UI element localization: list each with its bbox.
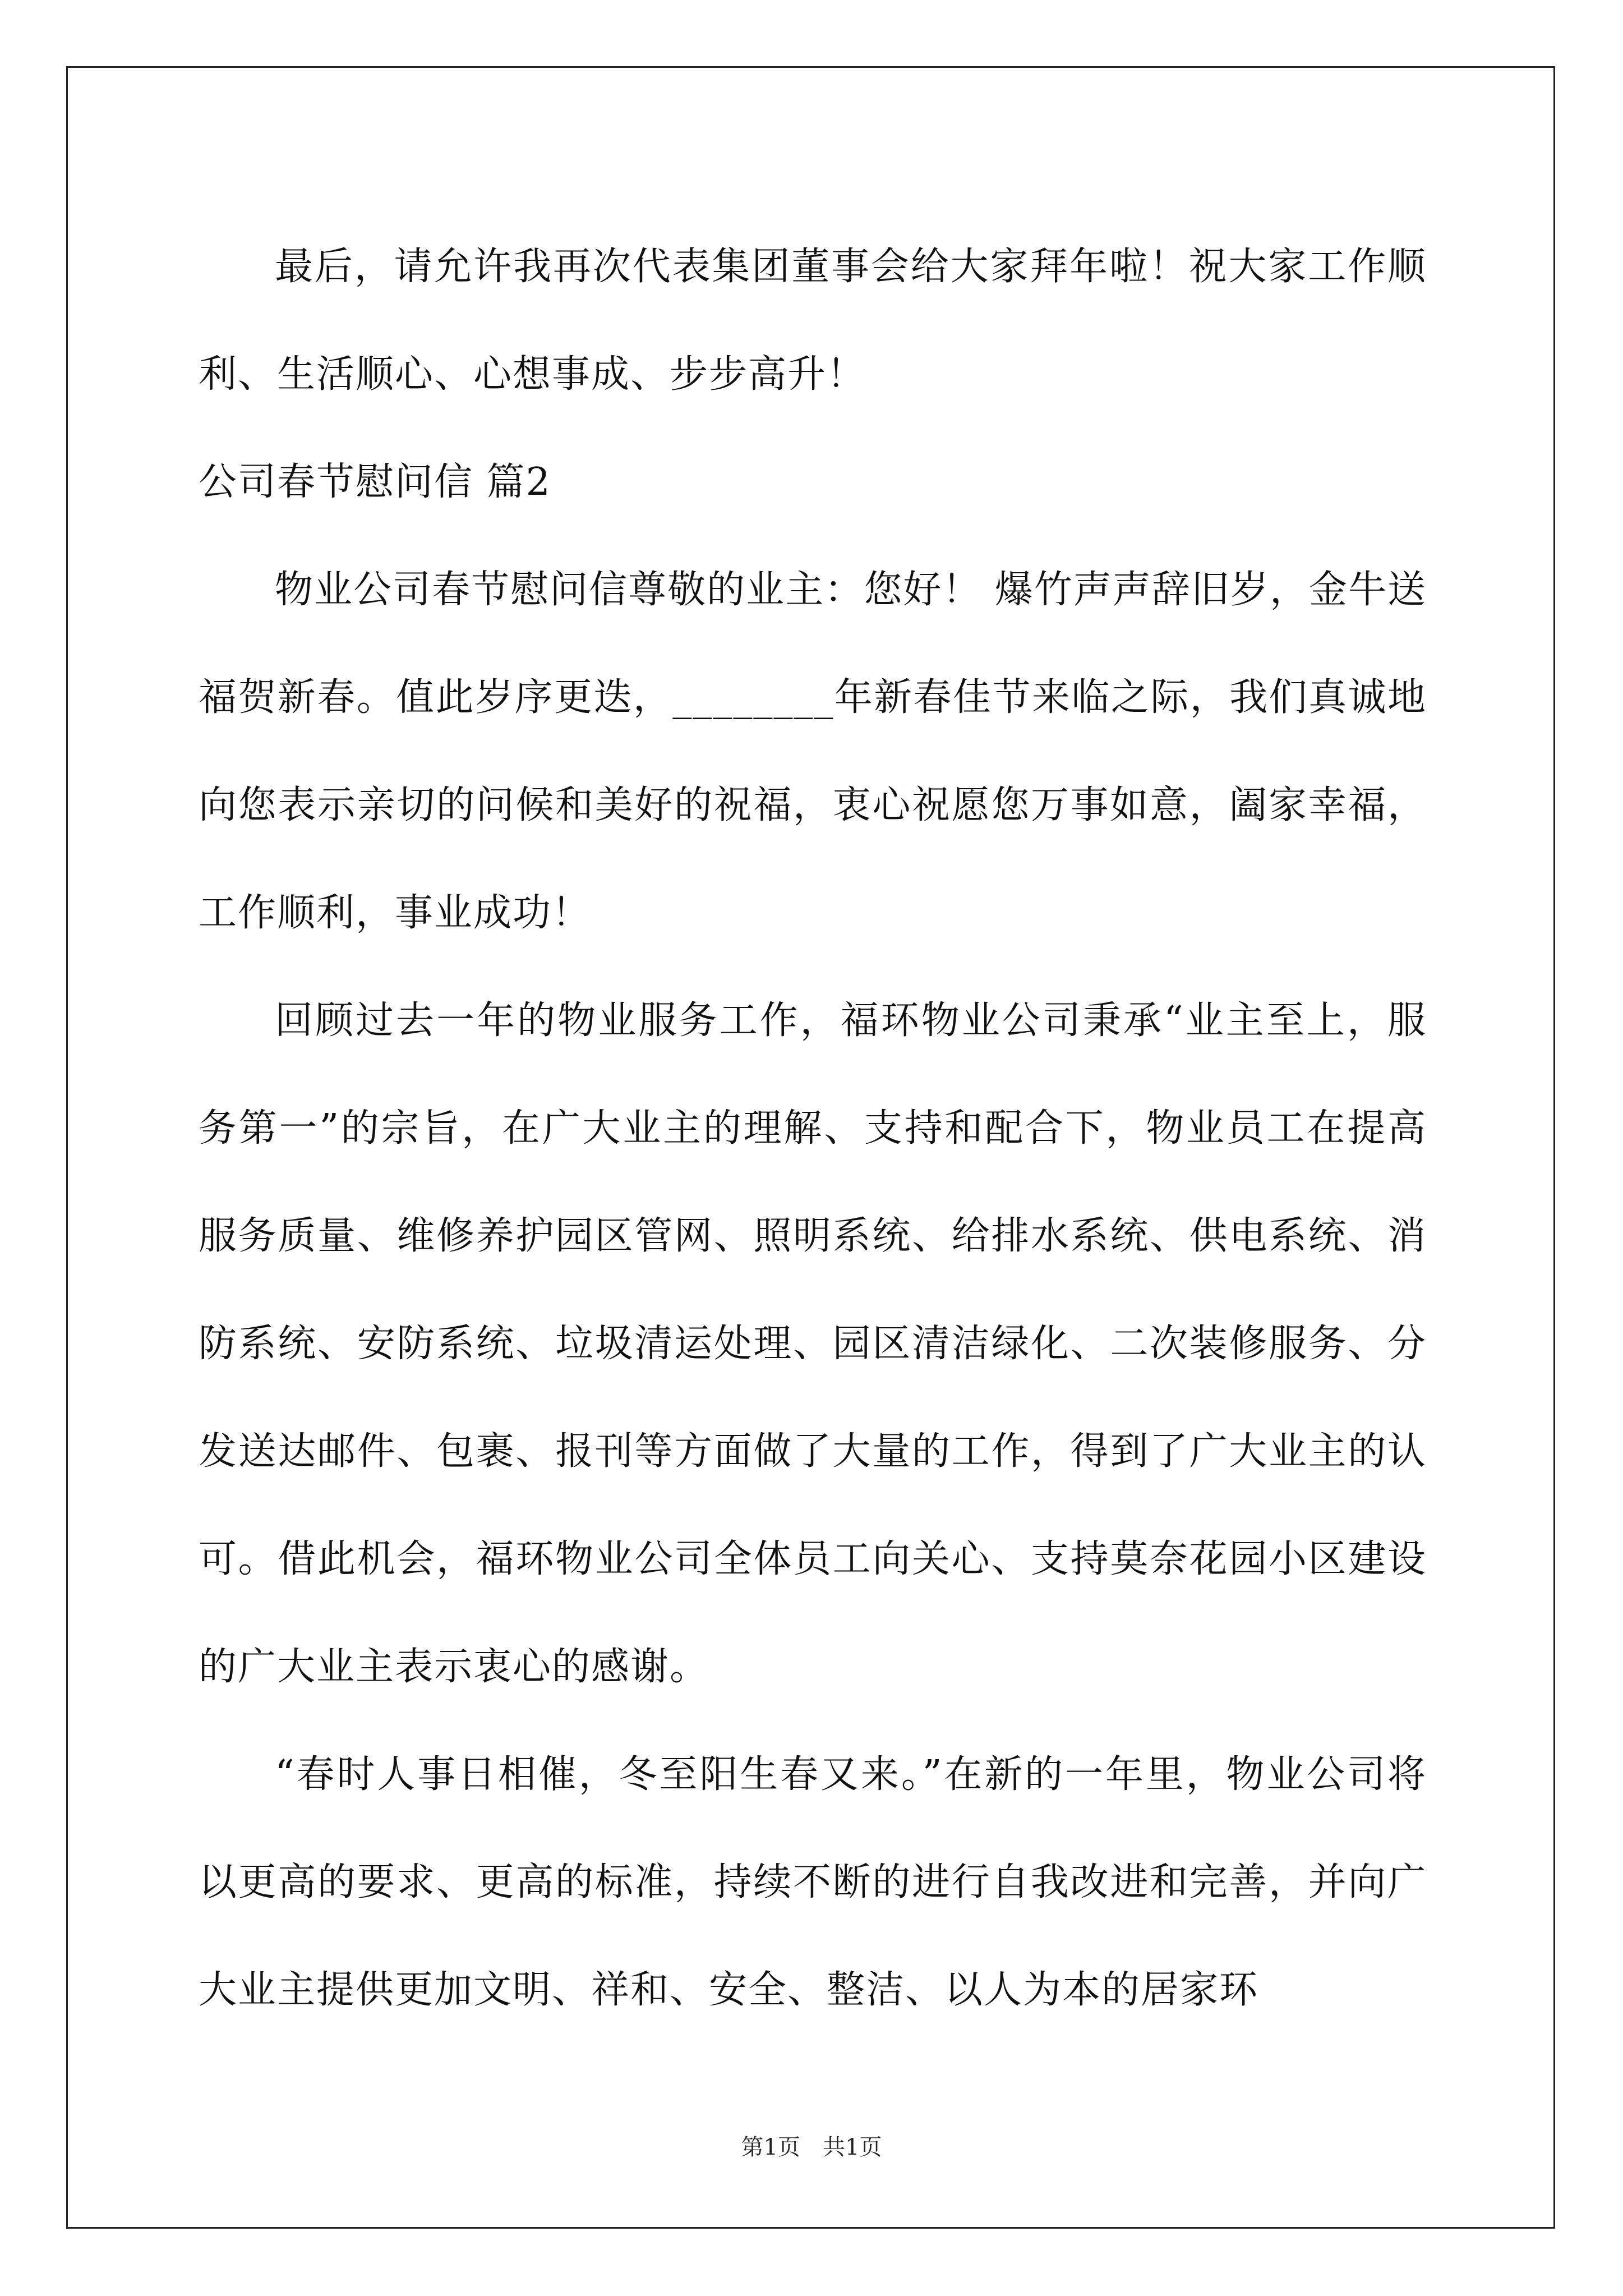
document-body bbox=[199, 213, 1427, 2044]
section-heading: 公司春节慰问信 篇2 bbox=[199, 460, 551, 504]
paragraph-greeting: 物业公司春节慰问信尊敬的业主：您好！ 爆竹声声辞旧岁，金牛送福贺新春。值此岁序更迭，________年新春佳节来临之际，我们真诚地向您表示亲切的问候和美好的祝福，衷心祝愿您万事如意，阖家幸福，工作顺利，事业成功！ bbox=[199, 568, 1427, 935]
paragraph-outlook: “春时人事日相催，冬至阳生春又来。”在新的一年里，物业公司将以更高的要求、更高的标准，持续不断的进行自我改进和完善，并向广大业主提供更加文明、祥和、安全、整洁、以人为本的居家环 bbox=[199, 1752, 1427, 2012]
paragraph-closing: 最后，请允许我再次代表集团董事会给大家拜年啦！祝大家工作顺利、生活顺心、心想事成、步步高升！ bbox=[199, 245, 1427, 397]
paragraph-review: 回顾过去一年的物业服务工作，福环物业公司秉承“业主至上，服务第一”的宗旨，在广大业主的理解、支持和配合下，物业员工在提高服务质量、维修养护园区管网、照明系统、给排水系统、供电系统、消防系统、安防系统、垃圾清运处理、园区清洁绿化、二次装修服务、分发送达邮件、包裹、报刊等方面做了大量的工作，得到了广大业主的认可。借此机会，福环物业公司全体员工向关心、支持莫奈花园小区建设的广大业主表示衷心的感谢。 bbox=[199, 999, 1427, 1689]
page-footer: 第1页 共1页 bbox=[741, 2134, 882, 2160]
